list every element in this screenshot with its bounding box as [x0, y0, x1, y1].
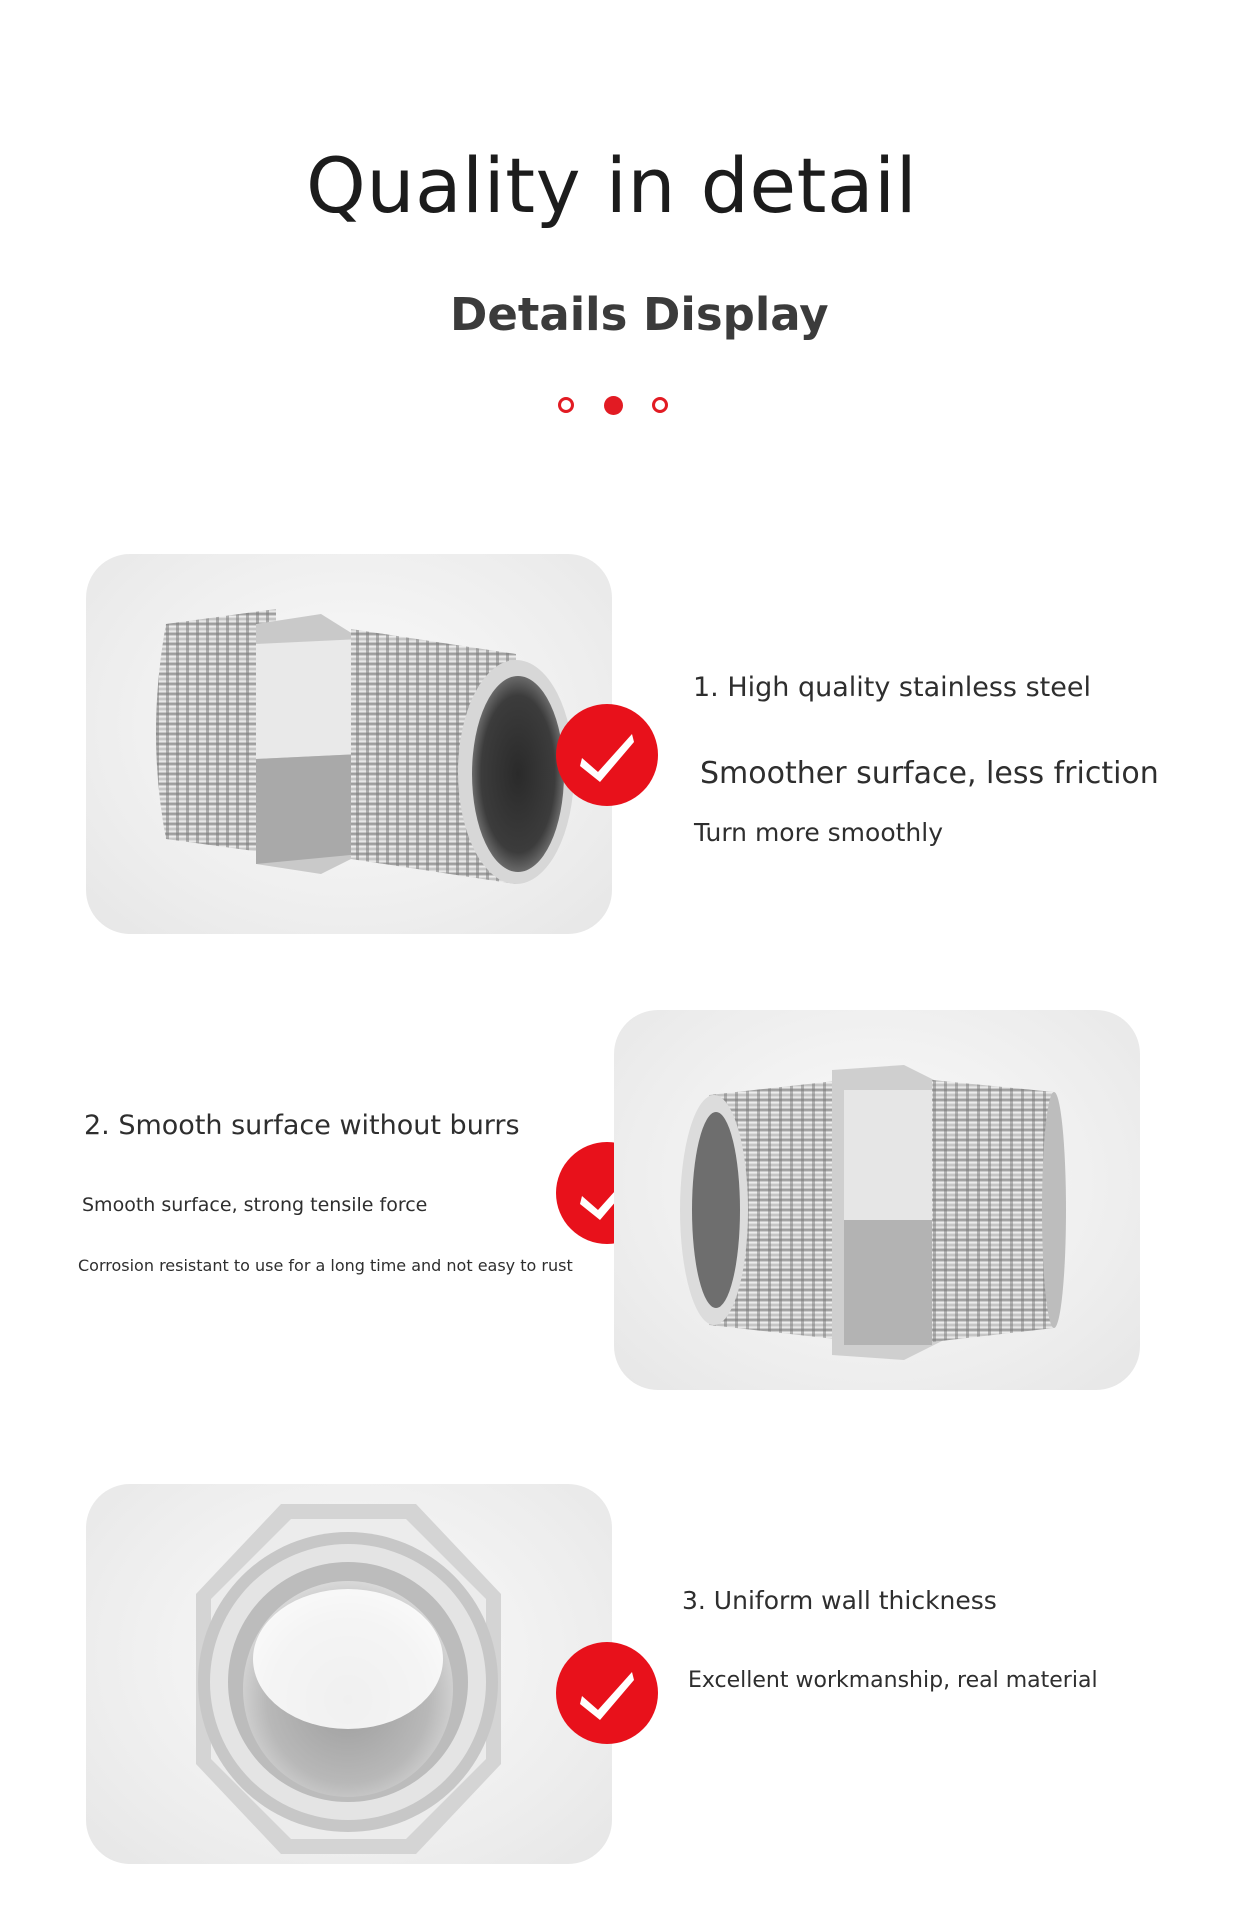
feature-1-heading: 1. High quality stainless steel — [693, 672, 1091, 703]
pager-dot-1[interactable] — [558, 397, 574, 413]
product-image-end — [86, 1484, 612, 1864]
page-title: Quality in detail — [306, 141, 918, 230]
page-subtitle: Details Display — [450, 288, 829, 341]
feature-3-heading: 3. Uniform wall thickness — [682, 1586, 997, 1615]
pager-dot-2-active[interactable] — [604, 396, 623, 415]
feature-1-line-1: Smoother surface, less friction — [700, 756, 1159, 791]
hex-nipple-end-illustration — [86, 1484, 612, 1864]
feature-2-line-1: Smooth surface, strong tensile force — [82, 1194, 428, 1216]
feature-2-line-2: Corrosion resistant to use for a long time and not easy to rust — [78, 1256, 573, 1275]
feature-3-line-1: Excellent workmanship, real material — [688, 1668, 1098, 1693]
feature-2-heading: 2. Smooth surface without burrs — [84, 1110, 520, 1141]
checkmark-badge-3 — [556, 1642, 658, 1744]
checkmark-icon — [574, 1660, 640, 1726]
feature-1-line-2: Turn more smoothly — [694, 818, 944, 847]
product-image-angled — [86, 554, 612, 934]
hex-nipple-angled-illustration — [86, 554, 612, 934]
pager-dot-3[interactable] — [652, 397, 668, 413]
hex-nipple-side-illustration — [614, 1010, 1140, 1390]
checkmark-badge-1 — [556, 704, 658, 806]
checkmark-icon — [574, 722, 640, 788]
product-image-side — [614, 1010, 1140, 1390]
